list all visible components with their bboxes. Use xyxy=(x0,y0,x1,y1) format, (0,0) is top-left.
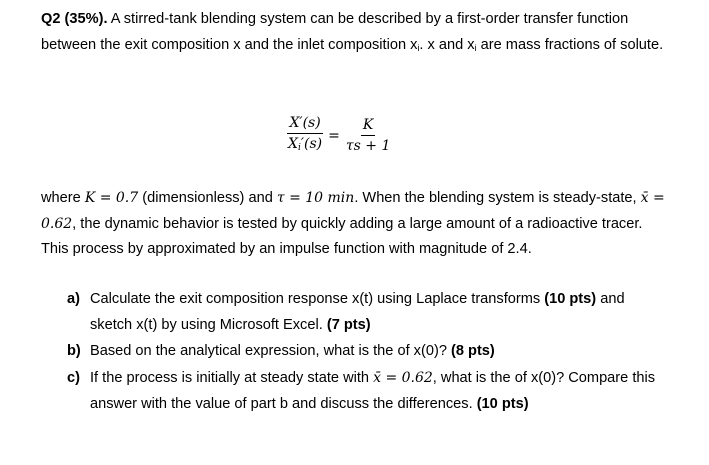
item-marker: b) xyxy=(67,343,81,360)
question-intro-tail: are mass fractions of solute. xyxy=(476,36,664,53)
k-expression: K = 0.7 xyxy=(84,190,139,206)
lhs-fraction xyxy=(286,113,324,158)
equals-sign: = xyxy=(328,127,340,144)
subscript-i-2: i xyxy=(474,42,477,53)
item-marker: a) xyxy=(67,291,80,307)
subscript-i: i xyxy=(417,42,420,53)
lhs-den-post: ′(s) xyxy=(300,136,323,152)
rhs-fraction xyxy=(344,115,392,156)
lhs-den-x: X xyxy=(288,136,298,152)
item-text: Calculate the exit composition response x(t) using Laplace transforms xyxy=(90,291,545,307)
lhs-denominator xyxy=(286,134,324,158)
points-label: (10 pts) xyxy=(544,291,597,307)
lhs-den-sub: i xyxy=(297,143,301,153)
rhs-denominator: τs + 1 xyxy=(345,138,391,154)
points-label-2: (7 pts) xyxy=(326,316,371,333)
question-intro-text: A stirred-tank blending system can be described by a first-order transfer function between the exit composition x and the inlet composition x xyxy=(41,11,629,53)
list-item xyxy=(67,287,657,338)
where-text-1: where xyxy=(41,190,85,206)
question-label: Q2 (35%). xyxy=(41,11,108,27)
item-text-2: , what is the of x(0)? Compare this answer with the value of part b and discuss the differences. xyxy=(90,370,656,412)
list-item xyxy=(67,339,657,365)
item-marker: c) xyxy=(67,370,80,387)
where-paragraph xyxy=(41,186,671,263)
xbar-expression: x̄ = 0.62 xyxy=(41,190,665,232)
item-text: Based on the analytical expression, what is the of x(0)? xyxy=(90,343,451,360)
where-text-4: , the dynamic behavior is tested by quickly adding a large amount of a radioactive tracer. This process by approximated by an impulse function with magnitude of 2.4. xyxy=(41,215,643,258)
list-item xyxy=(67,366,657,417)
question-intro-text-2: . x and x xyxy=(419,36,475,53)
lhs-numerator: X′(s) xyxy=(287,113,322,134)
points-label: (10 pts) xyxy=(476,395,529,412)
where-text-3: . When the blending system is steady-state, xyxy=(354,190,641,206)
where-text-2: (dimensionless) and xyxy=(138,190,277,206)
rhs-numerator: K xyxy=(361,115,375,136)
item-text: If the process is initially at steady state with xyxy=(90,370,374,387)
transfer-function-equation xyxy=(286,113,392,158)
xbar-expression: x̄ = 0.62 xyxy=(373,370,433,387)
points-label: (8 pts) xyxy=(451,343,495,360)
question-intro xyxy=(41,7,671,61)
tau-expression: τ = 10 min xyxy=(276,190,355,206)
sub-questions-list xyxy=(67,287,657,418)
item-text-2: and sketch x(t) by using Microsoft Excel. xyxy=(90,291,625,333)
